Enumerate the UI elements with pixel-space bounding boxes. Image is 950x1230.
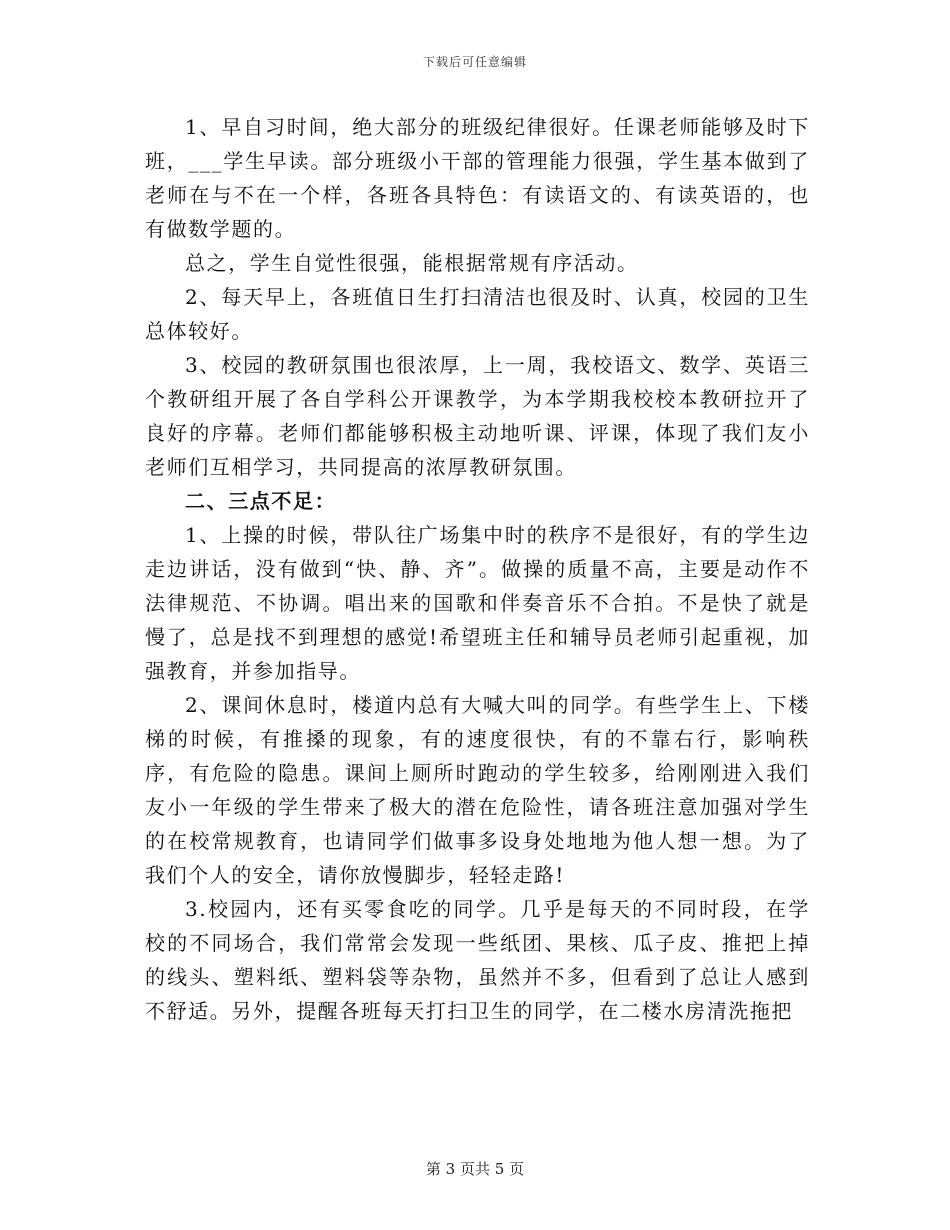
section-heading-shortcomings: 二、三点不足： bbox=[185, 489, 337, 513]
paragraph-teaching-research: 3、校园的教研氛围也很浓厚，上一周，我校语文、数学、英语三个教研组开展了各自学科公开课教学，为本学期我校校本教研拉开了良好的序幕。老师们都能够积极主动地听课、评课，体现了我们友小老师们互相学习，共同提高的浓厚教研氛围。 bbox=[145, 353, 810, 479]
paragraph-snacks: 3.校园内，还有买零食吃的同学。几乎是每天的不同时段，在学校的不同场合，我们常常会发现一些纸团、果核、瓜子皮、推把上掉的线头、塑料纸、塑料袋等杂物，虽然并不多，但看到了总让人感到不舒适。另外，提醒各班每天打扫卫生的同学，在二楼水房清洗拖把 bbox=[145, 897, 810, 1023]
page-header-note: 下载后可任意编辑 bbox=[422, 55, 527, 69]
document-body bbox=[145, 110, 810, 1028]
paragraph-morning-study: 1、早自习时间，绝大部分的班级纪律很好。任课老师能够及时下班，___学生早读。部分班级小干部的管理能力很强，学生基本做到了老师在与不在一个样，各班各具特色：有读语文的、有读英语的，也有做数学题的。 bbox=[145, 115, 810, 241]
paragraph-cleaning: 2、每天早上，各班值日生打扫清洁也很及时、认真，校园的卫生总体较好。 bbox=[145, 285, 810, 343]
paragraph-recess: 2、课间休息时，楼道内总有大喊大叫的同学。有些学生上、下楼梯的时候，有推搡的现象，有的速度很快，有的不靠右行，影响秩序，有危险的隐患。课间上厕所时跑动的学生较多，给刚刚进入我们友小一年级的学生带来了极大的潜在危险性，请各班注意加强对学生的在校常规教育，也请同学们做事多设身处地地为他人想一想。为了我们个人的安全，请你放慢脚步，轻轻走路! bbox=[145, 693, 810, 887]
paragraph-summary: 总之，学生自觉性很强，能根据常规有序活动。 bbox=[185, 251, 639, 275]
page-number: 第 3 页共 5 页 bbox=[425, 1160, 525, 1178]
paragraph-exercise: 1、上操的时候，带队往广场集中时的秩序不是很好，有的学生边走边讲话，没有做到“快、静、齐”。做操的质量不高，主要是动作不法律规范、不协调。唱出来的国歌和伴奏音乐不合拍。不是快了就是慢了，总是找不到理想的感觉!希望班主任和辅导员老师引起重视，加强教育，并参加指导。 bbox=[145, 523, 810, 683]
